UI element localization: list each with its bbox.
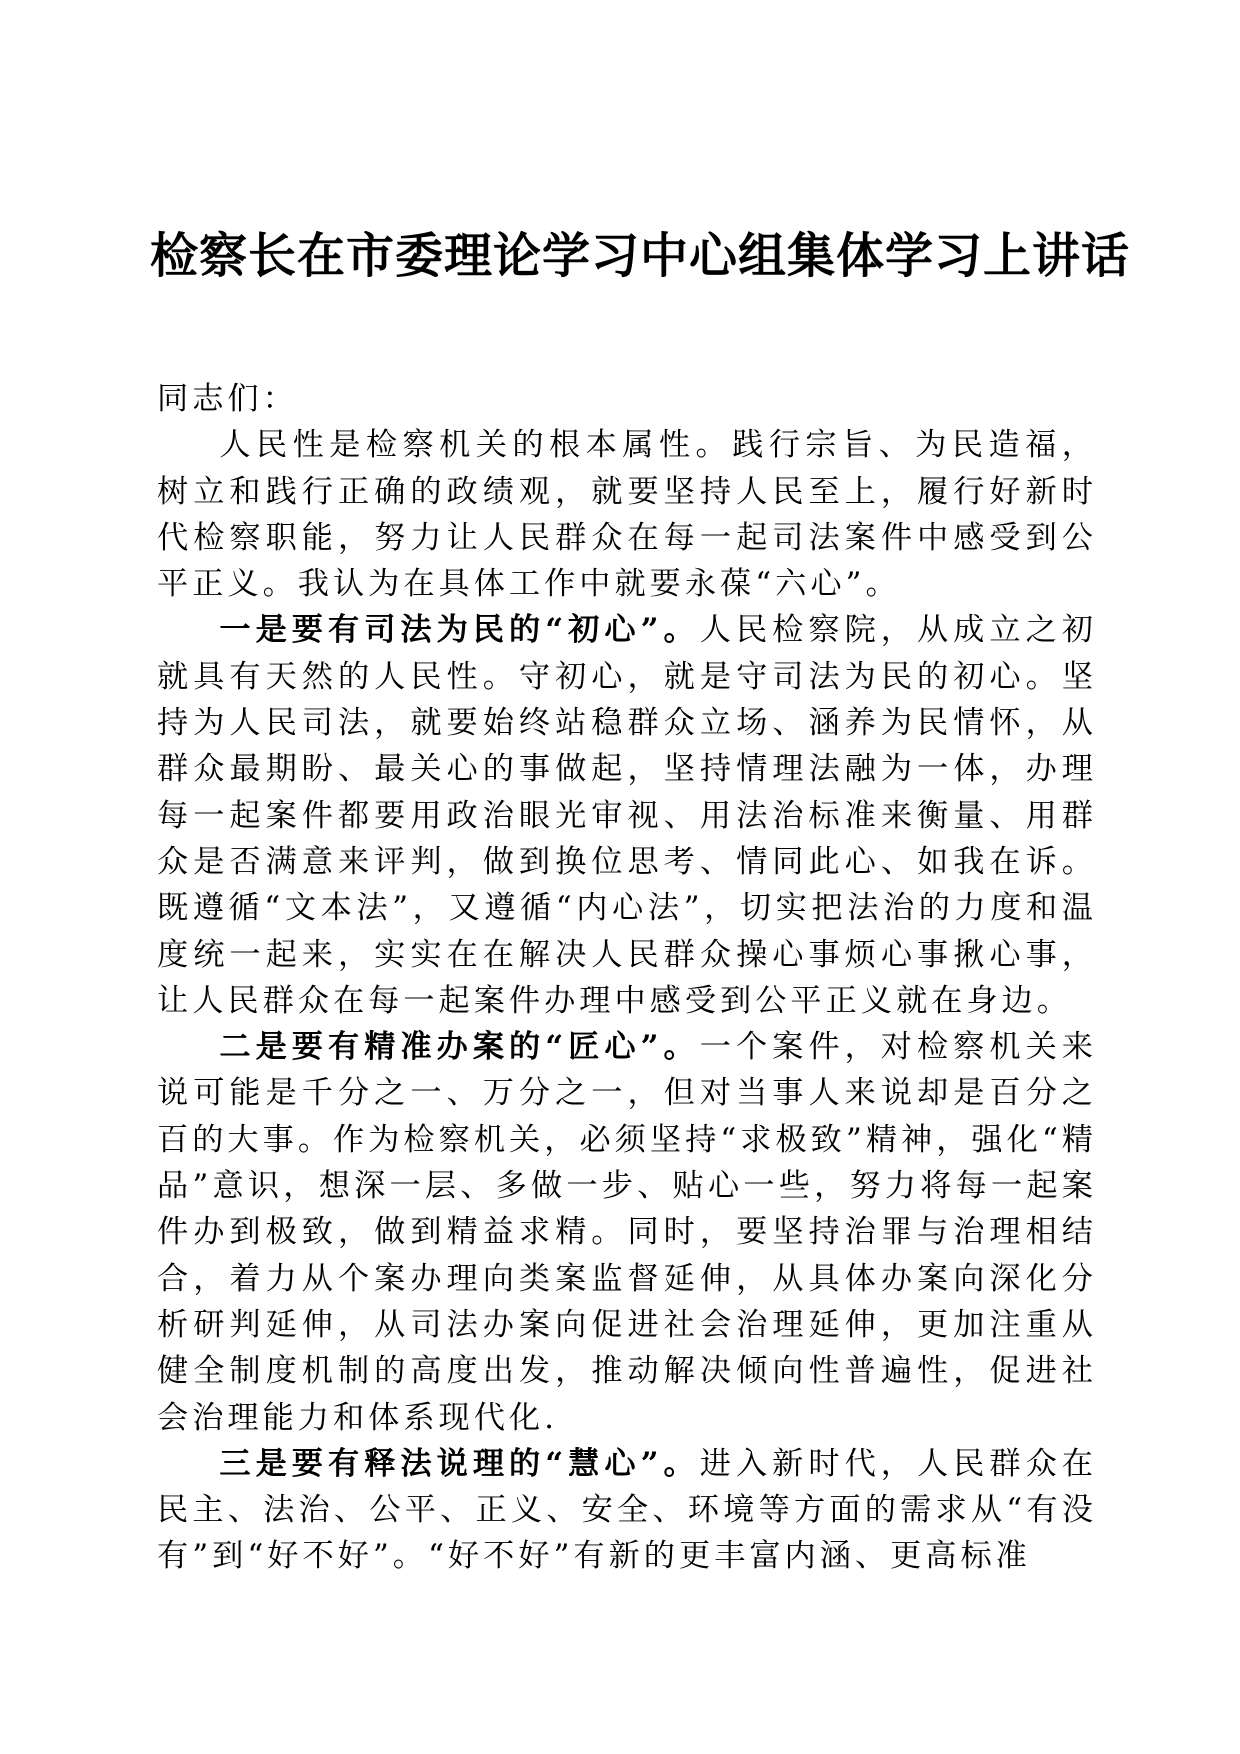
paragraph-intro bbox=[157, 422, 1097, 607]
document-body bbox=[157, 376, 1097, 1580]
paragraph-lead: 一是要有司法为民的“初心”。 bbox=[219, 612, 700, 649]
paragraph-huixin bbox=[157, 1441, 1097, 1580]
paragraph-text: 进入新时代，人民群众在民主、法治、公平、正义、安全、环境等方面的需求从“有没有”到“好不好”。“好不好”有新的更丰富内涵、更高标准 bbox=[157, 1445, 1097, 1575]
paragraph-lead: 三是要有释法说理的“慧心”。 bbox=[219, 1445, 700, 1482]
paragraph-jiangxin bbox=[157, 1024, 1097, 1441]
paragraph-text: 人民性是检察机关的根本属性。践行宗旨、为民造福，树立和践行正确的政绩观，就要坚持人民至上，履行好新时代检察职能，努力让人民群众在每一起司法案件中感受到公平正义。我认为在具体工作中就要永葆“六心”。 bbox=[157, 427, 1097, 603]
paragraph-text: 人民检察院，从成立之初就具有天然的人民性。守初心，就是守司法为民的初心。坚持为人民司法，就要始终站稳群众立场、涵养为民情怀，从群众最期盼、最关心的事做起，坚持情理法融为一体，办理每一起案件都要用政治眼光审视、用法治标准来衡量、用群众是否满意来评判，做到换位思考、情同此心、如我在诉。既遵循“文本法”，又遵循“内心法”，切实把法治的力度和温度统一起来，实实在在解决人民群众操心事烦心事揪心事，让人民群众在每一起案件办理中感受到公平正义就在身边。 bbox=[157, 612, 1097, 1019]
paragraph-lead: 二是要有精准办案的“匠心”。 bbox=[219, 1029, 700, 1066]
paragraph-text: 一个案件，对检察机关来说可能是千分之一、万分之一，但对当事人来说却是百分之百的大事。作为检察机关，必须坚持“求极致”精神，强化“精品”意识，想深一层、多做一步、贴心一些，努力将每一起案件办到极致，做到精益求精。同时，要坚持治罪与治理相结合，着力从个案办理向类案监督延伸，从具体办案向深化分析研判延伸，从司法办案向促进社会治理延伸，更加注重从健全制度机制的高度出发，推动解决倾向性普遍性，促进社会治理能力和体系现代化. bbox=[157, 1029, 1097, 1436]
salutation: 同志们： bbox=[157, 381, 298, 417]
page-title: 检察长在市委理论学习中心组集体学习上讲话 bbox=[150, 228, 1131, 284]
paragraph-chuxin bbox=[157, 607, 1097, 1024]
